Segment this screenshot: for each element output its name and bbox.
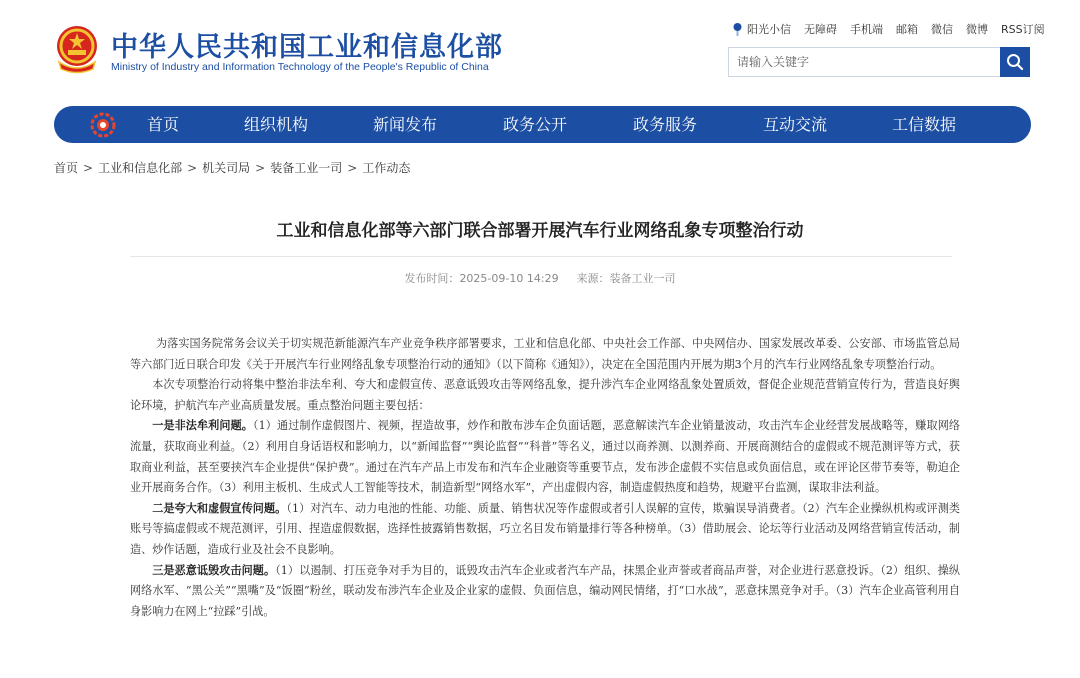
national-emblem-icon[interactable] (54, 24, 100, 74)
article-source: 装备工业一司 (609, 272, 676, 285)
nav-item-home[interactable]: 首页 (147, 115, 180, 134)
ministry-logo-icon[interactable] (90, 112, 116, 138)
article-meta (0, 270, 1080, 286)
search-input[interactable] (729, 48, 999, 76)
article-paragraph: 本次专项整治行动将集中整治非法牟利、夸大和虚假宣传、恶意诋毁攻击等网络乱象，提升涉汽车企业网络乱象处置质效，督促企业规范营销宣传行为，营造良好舆论环境，护航汽车产业高质量发展。重点整治问题主要包括： (130, 378, 960, 412)
top-link-accessibility[interactable]: 无障碍 (804, 23, 837, 36)
publish-label: 发布时间： (404, 272, 460, 285)
site-subtitle: Ministry of Industry and Information Technology of the People's Republic of China (111, 61, 489, 73)
top-link-rss[interactable]: RSS订阅 (1001, 23, 1045, 36)
article-paragraph: 一是非法牟利问题。（1）通过制作虚假图片、视频，捏造故事，炒作和散布涉车企负面话题，恶意解读汽车企业销量波动，攻击汽车企业经营发展战略等，赚取网络流量，获取商业利益。（2）利用自身话语权和影响力，以“新闻监督”“舆论监督”“科普”等名义，通过以商养测、以测养商、开展商测结合的虚假或不规范测评等方式，获取商业利益，甚至要挟汽车企业提供“保护费”。通过在汽车产品上市发布和汽车企业融资等重要节点，发布涉企虚假不实信息或负面信息，或在评论区带节奏等，勒迫企业开展商务合作。（3）利用主板机、生成式人工智能等技术，制造新型“网络水军”，产出虚假内容，制造虚假热度和趋势，规避平台监测，谋取非法利益。 (130, 419, 960, 495)
nav-item-news[interactable]: 新闻发布 (373, 115, 438, 134)
top-links (732, 21, 1045, 37)
breadcrumb-separator: > (187, 161, 198, 175)
site-header (0, 0, 1080, 100)
paragraph-heading: 二是夸大和虚假宣传问题。 (152, 501, 287, 515)
nav-item-gov-services[interactable]: 政务服务 (633, 115, 698, 134)
nav-item-gov-affairs[interactable]: 政务公开 (503, 115, 568, 134)
top-link-weibo[interactable]: 微博 (966, 23, 988, 36)
article-paragraph: 为落实国务院常务会议关于切实规范新能源汽车产业竞争秩序部署要求，工业和信息化部、中央社会工作部、中央网信办、国家发展改革委、公安部、市场监管总局等六部门近日联合印发《关于开展汽车行业网络乱象专项整治行动的通知》（以下简称《通知》），决定在全国范围内开展为期3个月的汽车行业网络乱象专项整治行动。 (130, 337, 960, 371)
breadcrumb-departments[interactable]: 机关司局 (202, 161, 251, 175)
nav-item-interaction[interactable]: 互动交流 (763, 115, 828, 134)
source-label: 来源： (576, 272, 610, 285)
breadcrumb-separator: > (255, 161, 266, 175)
paragraph-heading: 三是恶意诋毁攻击问题。 (152, 563, 276, 577)
top-link-mobile[interactable]: 手机端 (850, 23, 883, 36)
search-box (728, 47, 1030, 77)
publish-time: 2025-09-10 14:29 (459, 272, 559, 285)
breadcrumb-ministry[interactable]: 工业和信息化部 (98, 161, 183, 175)
breadcrumb-equipment-dept[interactable]: 装备工业一司 (270, 161, 343, 175)
top-link-mail[interactable]: 邮箱 (896, 23, 918, 36)
article-paragraph: 三是恶意诋毁攻击问题。（1）以遏制、打压竞争对手为目的，诋毁攻击汽车企业或者汽车产品，抹黑企业声誉或者商品声誉，对企业进行恶意投诉。（2）组织、操纵网络水军、“黑公关”“黑嘴”及“饭圈”粉丝，联动发布涉汽车企业及企业家的虚假、负面信息，编动网民情绪，打“口水战”，恶意抹黑竞争对手。（3）汽车企业高管利用自身影响力在网上“拉踩”引战。 (130, 563, 960, 618)
article-body (130, 334, 960, 622)
top-link-yangguang[interactable]: 阳光小信 (747, 23, 791, 36)
top-link-wechat[interactable]: 微信 (931, 23, 953, 36)
nav-item-organization[interactable]: 组织机构 (244, 115, 309, 134)
search-button[interactable] (1000, 47, 1030, 77)
main-nav (54, 106, 1031, 143)
paragraph-heading: 一是非法牟利问题。 (152, 419, 253, 433)
breadcrumb (54, 159, 410, 176)
site-title[interactable]: 中华人民共和国工业和信息化部 (111, 32, 503, 63)
article-title: 工业和信息化部等六部门联合部署开展汽车行业网络乱象专项整治行动 (276, 221, 804, 241)
title-divider (130, 256, 952, 257)
article-paragraph: 二是夸大和虚假宣传问题。（1）对汽车、动力电池的性能、功能、质量、销售状况等作虚假或者引人误解的宣传，欺骗误导消费者。（2）汽车企业操纵机构或评测类账号等搞虚假或不规范测评，引用、捏造虚假数据，选择性披露销售数据，巧立名目发布销量排行等各种榜单。（3）借助展会、论坛等行业活动及网络营销宣传活动，制造、炒作话题，造成行业及社会不良影响。 (130, 501, 960, 556)
nav-item-data[interactable]: 工信数据 (892, 115, 957, 134)
breadcrumb-separator: > (347, 161, 358, 175)
breadcrumb-work-news[interactable]: 工作动态 (362, 161, 411, 175)
sunshine-icon (732, 22, 743, 36)
breadcrumb-home[interactable]: 首页 (54, 161, 79, 175)
breadcrumb-separator: > (83, 161, 94, 175)
search-icon (1006, 53, 1024, 71)
